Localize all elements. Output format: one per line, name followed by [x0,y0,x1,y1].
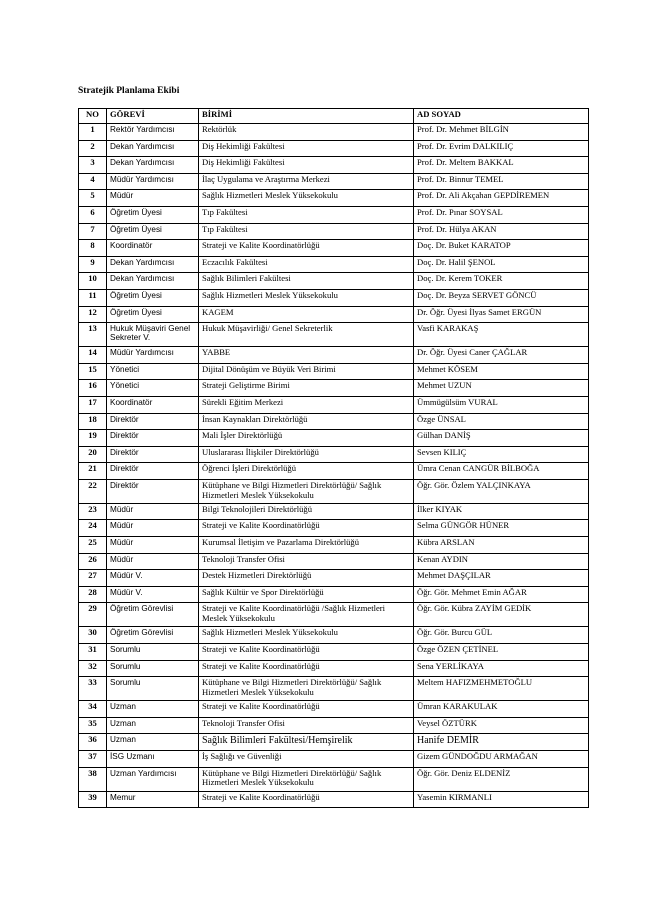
cell-unit: Rektörlük [199,124,414,141]
cell-role: Müdür Yardımcısı [107,347,199,364]
table-row [79,503,589,520]
cell-unit: Tıp Fakültesi [199,223,414,240]
cell-unit: Kütüphane ve Bilgi Hizmetleri Direktörlüğü/ Sağlık Hizmetleri Meslek Yüksekokulu [199,677,414,701]
cell-no: 5 [79,190,107,207]
table-row [79,479,589,503]
cell-no: 6 [79,206,107,223]
cell-role: Uzman Yardımcısı [107,767,199,791]
cell-name: Prof. Dr. Pınar SOYSAL [414,206,589,223]
table-row [79,463,589,480]
table-row [79,791,589,808]
cell-unit: Diş Hekimliği Fakültesi [199,140,414,157]
cell-unit: Mali İşler Direktörlüğü [199,430,414,447]
cell-name: Öğr. Gör. Deniz ELDENİZ [414,767,589,791]
header-name: AD SOYAD [414,109,589,124]
cell-role: Hukuk Müşaviri Genel Sekreter V. [107,323,199,347]
cell-no: 17 [79,396,107,413]
table-row [79,157,589,174]
cell-name: Mehmet KÖSEM [414,363,589,380]
table-row [79,173,589,190]
table-row [79,396,589,413]
cell-role: Öğretim Görevlisi [107,627,199,644]
table-row [79,363,589,380]
cell-unit: Strateji ve Kalite Koordinatörlüğü [199,701,414,718]
cell-name: Öğr. Gör. Kübra ZAYİM GEDİK [414,603,589,627]
cell-name: Prof. Dr. Ali Akçahan GEPDİREMEN [414,190,589,207]
cell-no: 19 [79,430,107,447]
cell-name: Mehmet DAŞÇILAR [414,570,589,587]
cell-unit: İş Sağlığı ve Güvenliği [199,751,414,768]
cell-no: 33 [79,677,107,701]
cell-name: Öğr. Gör. Özlem YALÇINKAYA [414,479,589,503]
table-row [79,717,589,734]
cell-role: Müdür [107,503,199,520]
cell-unit: Sağlık Hizmetleri Meslek Yüksekokulu [199,627,414,644]
cell-role: Öğretim Üyesi [107,223,199,240]
table-row [79,446,589,463]
table-row [79,347,589,364]
header-role: GÖREVİ [107,109,199,124]
cell-unit: Diş Hekimliği Fakültesi [199,157,414,174]
cell-no: 3 [79,157,107,174]
cell-role: Uzman [107,734,199,751]
cell-no: 36 [79,734,107,751]
cell-role: Koordinatör [107,240,199,257]
cell-name: Hanife DEMİR [414,734,589,751]
cell-name: Dr. Öğr. Üyesi Caner ÇAĞLAR [414,347,589,364]
cell-name: Sevsen KILIÇ [414,446,589,463]
cell-role: Müdür [107,190,199,207]
cell-unit: Strateji ve Kalite Koordinatörlüğü [199,520,414,537]
cell-no: 32 [79,660,107,677]
cell-unit: Strateji ve Kalite Koordinatörlüğü [199,240,414,257]
cell-no: 39 [79,791,107,808]
cell-no: 29 [79,603,107,627]
cell-name: Mehmet UZUN [414,380,589,397]
cell-name: Kenan AYDIN [414,553,589,570]
cell-role: Direktör [107,463,199,480]
cell-unit: Tıp Fakültesi [199,206,414,223]
table-row [79,256,589,273]
cell-name: Ümmügülsüm VURAL [414,396,589,413]
cell-no: 13 [79,323,107,347]
table-row [79,289,589,306]
cell-role: Müdür [107,553,199,570]
cell-no: 9 [79,256,107,273]
cell-role: Dekan Yardımcısı [107,256,199,273]
cell-unit: Bilgi Teknolojileri Direktörlüğü [199,503,414,520]
cell-no: 28 [79,586,107,603]
table-row [79,553,589,570]
table-row [79,586,589,603]
cell-unit: Hukuk Müşavirliği/ Genel Sekreterlik [199,323,414,347]
cell-name: Özge ÜNSAL [414,413,589,430]
cell-role: Öğretim Görevlisi [107,603,199,627]
cell-unit: YABBE [199,347,414,364]
cell-unit: Teknoloji Transfer Ofisi [199,553,414,570]
cell-unit: KAGEM [199,306,414,323]
cell-name: İlker KIYAK [414,503,589,520]
cell-unit: Dijital Dönüşüm ve Büyük Veri Birimi [199,363,414,380]
cell-unit: Sağlık Bilimleri Fakültesi [199,273,414,290]
table-body [79,124,589,808]
cell-role: Direktör [107,446,199,463]
cell-name: Gülhan DANİŞ [414,430,589,447]
cell-unit: Destek Hizmetleri Direktörlüğü [199,570,414,587]
cell-unit: Sağlık Bilimleri Fakültesi/Hemşirelik [199,734,414,751]
cell-role: Direktör [107,479,199,503]
cell-role: Müdür [107,537,199,554]
cell-no: 35 [79,717,107,734]
table-row [79,751,589,768]
cell-name: Doç. Dr. Buket KARATOP [414,240,589,257]
cell-name: Prof. Dr. Binnur TEMEL [414,173,589,190]
table-row [79,223,589,240]
table-row [79,570,589,587]
cell-role: Müdür V. [107,586,199,603]
cell-role: Rektör Yardımcısı [107,124,199,141]
cell-no: 31 [79,644,107,661]
cell-name: Yasemin KIRMANLI [414,791,589,808]
cell-name: Ümra Cenan CANGÜR BİLBOĞA [414,463,589,480]
table-row [79,140,589,157]
cell-no: 1 [79,124,107,141]
cell-name: Prof. Dr. Mehmet BİLGİN [414,124,589,141]
cell-no: 16 [79,380,107,397]
cell-name: Veysel ÖZTÜRK [414,717,589,734]
cell-no: 12 [79,306,107,323]
cell-unit: Sağlık Kültür ve Spor Direktörlüğü [199,586,414,603]
cell-unit: Strateji ve Kalite Koordinatörlüğü /Sağlık Hizmetleri Meslek Yüksekokulu [199,603,414,627]
staff-table [78,108,589,808]
cell-name: Doç. Dr. Halil ŞENOL [414,256,589,273]
cell-no: 11 [79,289,107,306]
cell-unit: Kütüphane ve Bilgi Hizmetleri Direktörlüğü/ Sağlık Hizmetleri Meslek Yüksekokulu [199,767,414,791]
cell-no: 23 [79,503,107,520]
table-row [79,306,589,323]
cell-role: Yönetici [107,380,199,397]
cell-name: Prof. Dr. Hülya AKAN [414,223,589,240]
cell-name: Öğr. Gör. Burcu GÜL [414,627,589,644]
cell-name: Sena YERLİKAYA [414,660,589,677]
cell-role: Dekan Yardımcısı [107,273,199,290]
cell-no: 25 [79,537,107,554]
cell-no: 8 [79,240,107,257]
cell-no: 10 [79,273,107,290]
cell-no: 18 [79,413,107,430]
cell-role: İSG Uzmanı [107,751,199,768]
cell-name: Doç. Dr. Beyza SERVET GÖNCÜ [414,289,589,306]
cell-no: 22 [79,479,107,503]
cell-no: 37 [79,751,107,768]
cell-unit: Strateji ve Kalite Koordinatörlüğü [199,644,414,661]
table-row [79,520,589,537]
cell-role: Memur [107,791,199,808]
cell-role: Sorumlu [107,660,199,677]
cell-unit: Kurumsal İletişim ve Pazarlama Direktörlüğü [199,537,414,554]
cell-role: Öğretim Üyesi [107,289,199,306]
cell-name: Vasfi KARAKAŞ [414,323,589,347]
cell-role: Yönetici [107,363,199,380]
cell-no: 38 [79,767,107,791]
table-row [79,767,589,791]
cell-role: Uzman [107,701,199,718]
cell-role: Öğretim Üyesi [107,206,199,223]
cell-unit: Strateji ve Kalite Koordinatörlüğü [199,791,414,808]
cell-unit: İlaç Uygulama ve Araştırma Merkezi [199,173,414,190]
cell-unit: İnsan Kaynakları Direktörlüğü [199,413,414,430]
cell-name: Selma GÜNGÖR HÜNER [414,520,589,537]
table-row [79,206,589,223]
cell-no: 2 [79,140,107,157]
table-header-row [79,109,589,124]
cell-role: Müdür [107,520,199,537]
cell-role: Koordinatör [107,396,199,413]
table-row [79,701,589,718]
cell-no: 21 [79,463,107,480]
cell-role: Direktör [107,430,199,447]
page-title: Stratejik Planlama Ekibi [78,86,180,96]
cell-no: 7 [79,223,107,240]
cell-role: Öğretim Üyesi [107,306,199,323]
cell-no: 26 [79,553,107,570]
cell-unit: Strateji ve Kalite Koordinatörlüğü [199,660,414,677]
cell-unit: Sağlık Hizmetleri Meslek Yüksekokulu [199,289,414,306]
cell-name: Özge ÖZEN ÇETİNEL [414,644,589,661]
cell-unit: Öğrenci İşleri Direktörlüğü [199,463,414,480]
table-row [79,273,589,290]
cell-unit: Teknoloji Transfer Ofisi [199,717,414,734]
cell-no: 20 [79,446,107,463]
table-row [79,430,589,447]
table-row [79,603,589,627]
table-row [79,124,589,141]
table-row [79,240,589,257]
cell-name: Ümran KARAKULAK [414,701,589,718]
cell-role: Uzman [107,717,199,734]
cell-no: 4 [79,173,107,190]
table-row [79,380,589,397]
header-unit: BİRİMİ [199,109,414,124]
cell-name: Gizem GÜNDOĞDU ARMAĞAN [414,751,589,768]
cell-role: Müdür V. [107,570,199,587]
cell-no: 30 [79,627,107,644]
table-row [79,627,589,644]
cell-unit: Sağlık Hizmetleri Meslek Yüksekokulu [199,190,414,207]
cell-name: Meltem HAFIZMEHMETOĞLU [414,677,589,701]
cell-role: Dekan Yardımcısı [107,140,199,157]
table-row [79,677,589,701]
cell-no: 14 [79,347,107,364]
header-no: NO [79,109,107,124]
cell-unit: Uluslararası İlişkiler Direktörlüğü [199,446,414,463]
cell-role: Sorumlu [107,644,199,661]
cell-unit: Strateji Geliştirme Birimi [199,380,414,397]
cell-name: Dr. Öğr. Üyesi İlyas Samet ERGÜN [414,306,589,323]
cell-role: Sorumlu [107,677,199,701]
cell-name: Kübra ARSLAN [414,537,589,554]
cell-name: Doç. Dr. Kerem TOKER [414,273,589,290]
cell-role: Müdür Yardımcısı [107,173,199,190]
table-row [79,644,589,661]
cell-no: 15 [79,363,107,380]
cell-name: Prof. Dr. Meltem BAKKAL [414,157,589,174]
table-row [79,660,589,677]
cell-role: Direktör [107,413,199,430]
table-row [79,734,589,751]
cell-name: Prof. Dr. Evrim DALKILIÇ [414,140,589,157]
cell-no: 34 [79,701,107,718]
table-row [79,537,589,554]
cell-name: Öğr. Gör. Mehmet Emin AĞAR [414,586,589,603]
cell-no: 24 [79,520,107,537]
cell-unit: Eczacılık Fakültesi [199,256,414,273]
cell-no: 27 [79,570,107,587]
table-row [79,190,589,207]
table-row [79,323,589,347]
table-row [79,413,589,430]
cell-unit: Kütüphane ve Bilgi Hizmetleri Direktörlüğü/ Sağlık Hizmetleri Meslek Yüksekokulu [199,479,414,503]
cell-unit: Sürekli Eğitim Merkezi [199,396,414,413]
cell-role: Dekan Yardımcısı [107,157,199,174]
